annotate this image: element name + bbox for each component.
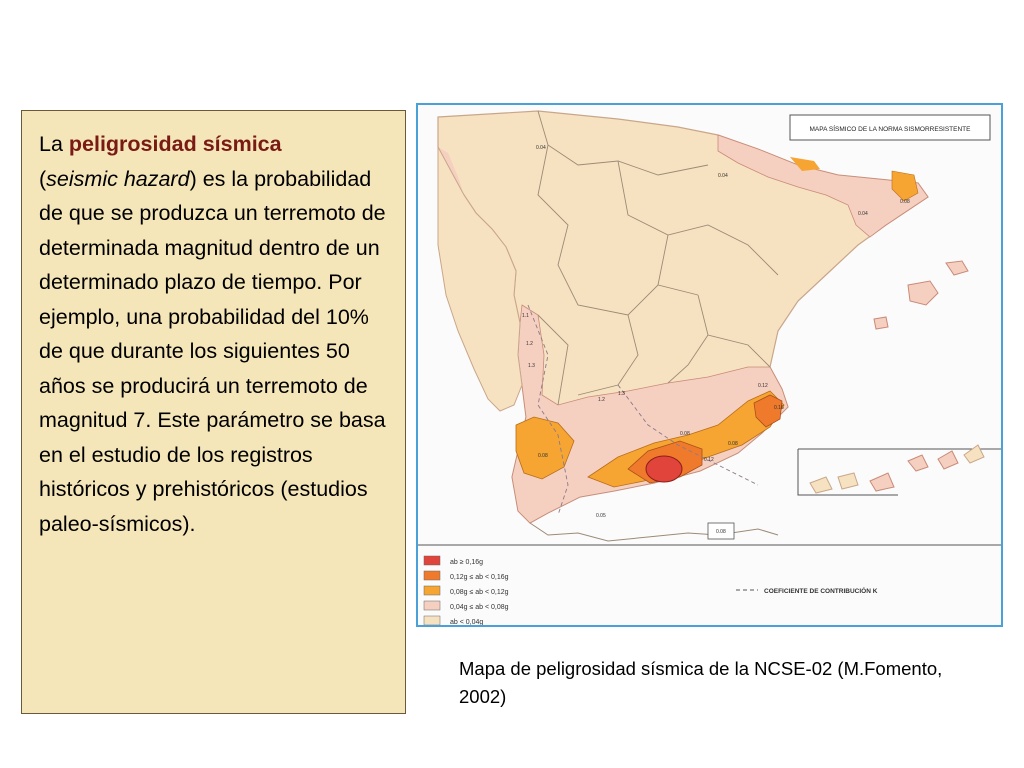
- contour-label: 0.08: [680, 431, 690, 437]
- term-peligrosidad-sismica: peligrosidad sísmica: [68, 132, 282, 156]
- k-label: 1.2: [526, 341, 533, 347]
- paren-open: (: [39, 166, 47, 191]
- contour-label: 0.12: [758, 383, 768, 389]
- legend-swatch: [424, 571, 440, 580]
- legend-label: 0,08g ≤ ab < 0,12g: [450, 589, 509, 596]
- legend-label: 0,04g ≤ ab < 0,08g: [450, 604, 509, 611]
- map-title: MAPA SÍSMICO DE LA NORMA SISMORRESISTENTE: [809, 126, 971, 133]
- legend-swatch: [424, 586, 440, 595]
- k-label: 1.1: [522, 313, 529, 319]
- map-caption: Mapa de peligrosidad sísmica de la NCSE-02 (M.Fomento, 2002): [459, 658, 943, 707]
- legend-swatch: [424, 616, 440, 625]
- legend-label: 0,12g ≤ ab < 0,16g: [450, 574, 509, 581]
- description-body: ) es la probabilidad de que se produzca un terremoto de determinada magnitud dentro de un determinado plazo de tiempo. Por ejemplo, una probabilidad del 10% de que durante los siguientes 50 años se producirá un terremoto de magnitud 7. Este parámetro se basa en el estudio de los registros históricos y prehistóricos (estudios paleo-sísmicos).: [39, 166, 386, 536]
- description-intro: La: [39, 132, 69, 156]
- k-label: 1.2: [598, 397, 605, 403]
- contour-label: 0.08: [728, 441, 738, 447]
- contour-label: 0.12: [704, 457, 714, 463]
- description-panel: [21, 110, 406, 714]
- k-label: 1.3: [618, 391, 625, 397]
- legend-label: ab < 0,04g: [450, 619, 484, 625]
- contour-label: 0.04: [536, 145, 546, 151]
- contour-label: 0.05: [596, 513, 606, 519]
- contour-label: 0.08: [716, 529, 726, 535]
- legend-label: ab ≥ 0,16g: [450, 559, 484, 566]
- legend-swatch: [424, 601, 440, 610]
- k-label: 1.3: [528, 363, 535, 369]
- contour-label: 0.08: [538, 453, 548, 459]
- contour-label: 0.04: [718, 173, 728, 179]
- contour-label: 0.08: [900, 199, 910, 205]
- contour-label: 0.04: [858, 211, 868, 217]
- legend-swatch: [424, 556, 440, 565]
- term-seismic-hazard: seismic hazard: [46, 166, 190, 191]
- seismic-hazard-map: [416, 103, 1003, 627]
- contour-label: 0.16: [774, 405, 784, 411]
- coef-label: COEFICIENTE DE CONTRIBUCIÓN K: [764, 588, 878, 595]
